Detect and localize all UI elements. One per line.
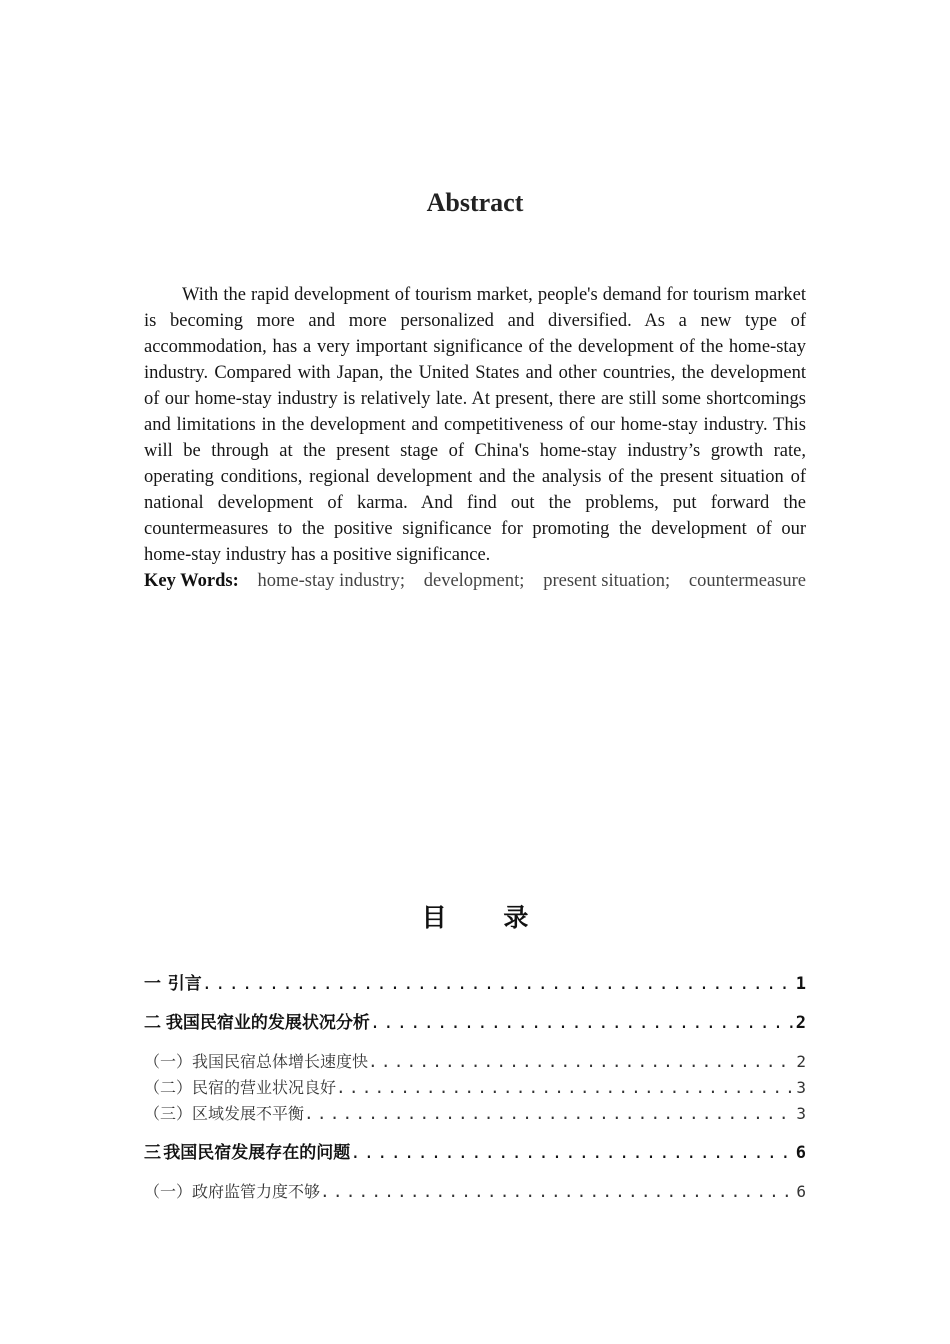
keyword-item: development; [423,571,525,591]
toc-entry[interactable] [144,1141,806,1165]
toc-entry[interactable] [144,972,806,996]
toc-entry-text: 引言 [167,974,202,994]
toc-entry-number: 一 [144,974,161,994]
toc-leader-dots [336,1076,794,1100]
toc-entry-text: 我国民宿业的发展状况分析 [165,1013,370,1033]
toc-entry-number: （一） [144,1052,193,1071]
toc-entry[interactable] [144,1011,806,1035]
abstract-title: Abstract [426,188,524,217]
toc-entry-number: （一） [144,1182,193,1201]
toc-leader-dots [202,972,794,996]
keyword-item: present situation; [543,571,671,591]
toc-entry[interactable] [144,1050,806,1074]
toc-entry-page: 1 [795,974,806,994]
toc-entry[interactable] [144,1102,806,1126]
abstract-body: With the rapid development of tourism market, people's demand for tourism market is becoming more and more personalized and diversified. As a new type of accommodation, has a very important significance of the development of the home-stay industry. Compared with Japan, the United States and other countries, the development of our home-stay industry is relatively late. At present, there are still some shortcomings and limitations in the development and competitiveness of our home-stay industry. This will be through at the present stage of China's home-stay industry’s growth rate, operating conditions, regional development and the analysis of the present situation of national development of karma. And find out the problems, put forward the countermeasures to the positive significance for promoting the development of our home-stay industry has a positive significance. [144,285,806,565]
toc-entry-text: 民宿的营业状况良好 [192,1078,337,1097]
toc-entry[interactable] [144,1076,806,1100]
keyword-item: countermeasure [688,571,806,591]
toc-entry[interactable] [144,1180,806,1204]
toc-entry-page: 2 [795,1013,806,1033]
toc-entry-number: 三 [144,1143,161,1163]
toc-entry-number: （三） [144,1104,193,1123]
toc-entry-text: 我国民宿总体增长速度快 [192,1052,369,1071]
toc-entry-page: 3 [796,1078,806,1097]
toc-entry-number: （二） [144,1078,193,1097]
toc-leader-dots [304,1102,794,1126]
toc-leader-dots [320,1180,794,1204]
toc-leader-dots [370,1011,794,1035]
toc-entry-number: 二 [144,1013,161,1033]
toc-entry-page: 6 [795,1143,806,1163]
toc-title: 目 录 [421,903,553,932]
toc-leader-dots [368,1050,794,1074]
toc-entry-page: 6 [796,1182,806,1201]
toc-entry-text: 我国民宿发展存在的问题 [163,1143,351,1163]
toc-entry-text: 政府监管力度不够 [192,1182,321,1201]
toc-entry-text: 区域发展不平衡 [192,1104,305,1123]
keywords-label: Key Words: [144,571,239,591]
toc-leader-dots [350,1141,793,1165]
keyword-item: home-stay industry; [257,571,405,591]
toc-entry-page: 2 [796,1052,806,1071]
toc-entry-page: 3 [796,1104,806,1123]
keywords-line [144,568,806,594]
